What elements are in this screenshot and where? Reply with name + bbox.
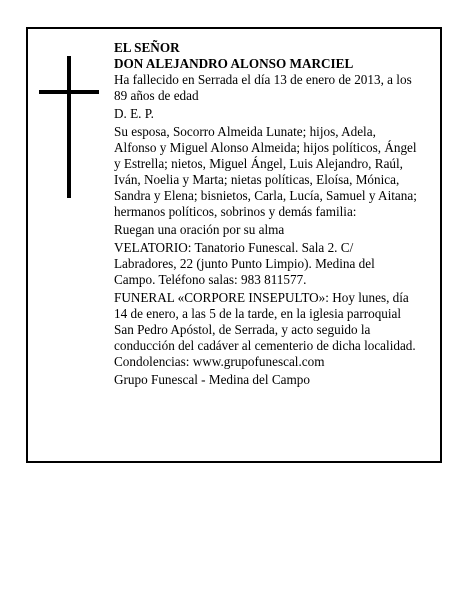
dep-line: D. E. P. [114,106,154,121]
obituary-text [114,40,418,390]
funeral-info: FUNERAL «CORPORE INSEPULTO»: Hoy lunes, día 14 de enero, a las 5 de la tarde, en la iglesia parroquial San Pedro Apóstol, de Serrada, y acto seguido la conducción del cadáver al cementerio de dicha localidad. Condolencias: www.grupofunescal.com [114,290,416,369]
wake-info: VELATORIO: Tanatorio Funescal. Sala 2. C/ Labradores, 22 (junto Punto Limpio). Medina del Campo. Teléfono salas: 983 811577. [114,240,375,287]
deceased-name: DON ALEJANDRO ALONSO MARCIEL [114,56,354,71]
death-info: Ha fallecido en Serrada el día 13 de enero de 2013, a los 89 años de edad [114,72,412,103]
title-line-1: EL SEÑOR [114,40,180,55]
cross-vertical-bar [67,56,71,198]
signature: Grupo Funescal - Medina del Campo [114,372,310,387]
cross-horizontal-bar [39,90,99,94]
cross-icon [39,56,99,198]
prayer-line: Ruegan una oración por su alma [114,222,285,237]
obituary-notice [26,27,442,463]
family-list: Su esposa, Socorro Almeida Lunate; hijos, Adela, Alfonso y Miguel Alonso Almeida; hijos políticos, Ángel y Estrella; nietos, Miguel Ángel, Luis Alejandro, Raúl, Iván, Noelia y Marta; nietas políticas, Eloísa, Mónica, Sandra y Elena; bisnietos, Carla, Lucía, Samuel y Aitana; hermanos políticos, sobrinos y demás familia: [114,124,417,219]
